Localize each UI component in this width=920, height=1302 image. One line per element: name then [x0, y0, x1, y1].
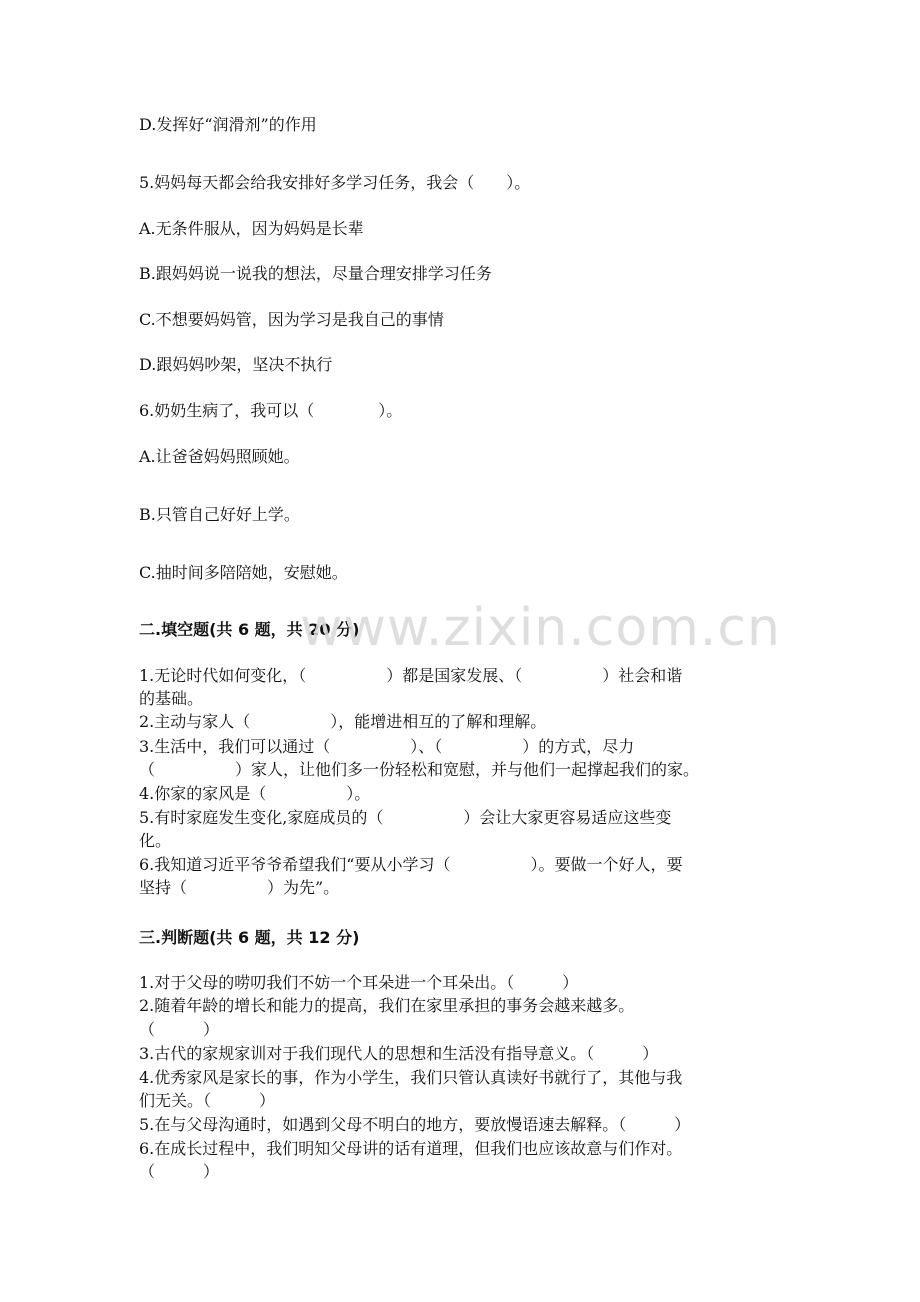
section3-line: 3.古代的家规家训对于我们现代人的思想和生活没有指导意义。（ ）	[139, 1044, 659, 1063]
section2-heading: 二.填空题(共 6 题，共 20 分)	[139, 620, 360, 639]
q6-option-a: A.让爸爸妈妈照顾她。	[139, 447, 300, 466]
q5-option-c: C.不想要妈妈管，因为学习是我自己的事情	[139, 310, 444, 329]
section2-line: 1.无论时代如何变化，（ ）都是国家发展、（ ）社会和谐	[139, 666, 683, 685]
section2-line: 4.你家的家风是（ ）。	[139, 784, 371, 803]
section3-line: 2.随着年龄的增长和能力的提高，我们在家里承担的事务会越来越多。	[139, 996, 635, 1015]
section2-line: （ ）家人，让他们多一份轻松和宽慰，并与他们一起撑起我们的家。	[139, 760, 700, 779]
section3-line: （ ）	[139, 1020, 220, 1039]
section3-line: （ ）	[139, 1162, 220, 1181]
section2-line: 的基础。	[139, 689, 204, 708]
watermark: www.zixin.com.cn	[300, 598, 781, 658]
q5-option-b: B.跟妈妈说一说我的想法，尽量合理安排学习任务	[139, 264, 492, 283]
section3-line: 5.在与父母沟通时，如遇到父母不明白的地方，要放慢语速去解释。（ ）	[139, 1115, 691, 1134]
section2-line: 6.我知道习近平爷爷希望我们“要从小学习（ ）。要做一个好人，要	[139, 855, 683, 874]
section3-line: 1.对于父母的唠叨我们不妨一个耳朵进一个耳朵出。（ ）	[139, 973, 579, 992]
section3-line: 4.优秀家风是家长的事，作为小学生，我们只管认真读好书就行了，其他与我	[139, 1068, 683, 1087]
q6-option-b: B.只管自己好好上学。	[139, 505, 300, 524]
q5-option-a: A.无条件服从，因为妈妈是长辈	[139, 219, 364, 238]
section2-line: 坚持（ ）为先”。	[139, 878, 340, 897]
section3-heading: 三.判断题(共 6 题，共 12 分)	[139, 928, 360, 947]
section2-line: 2.主动与家人（ ），能增进相互的了解和理解。	[139, 712, 547, 731]
q6-option-c: C.抽时间多陪陪她，安慰她。	[139, 563, 348, 582]
q5-option-d: D.跟妈妈吵架，坚决不执行	[139, 355, 333, 374]
section2-line: 化。	[139, 831, 172, 850]
section3-line: 们无关。（ ）	[139, 1091, 276, 1110]
section2-line: 3.生活中，我们可以通过（ ）、（ ）的方式，尽力	[139, 737, 635, 756]
section3-line: 6.在成长过程中，我们明知父母讲的话有道理，但我们也应该故意与们作对。	[139, 1139, 683, 1158]
q4-option-d: D.发挥好“润滑剂”的作用	[139, 115, 317, 134]
q6-stem: 6.奶奶生病了，我可以（ ）。	[139, 401, 403, 420]
section2-line: 5.有时家庭发生变化,家庭成员的（ ）会让大家更容易适应这些变	[139, 808, 672, 827]
q5-stem: 5.妈妈每天都会给我安排好多学习任务，我会（ ）。	[139, 173, 531, 192]
